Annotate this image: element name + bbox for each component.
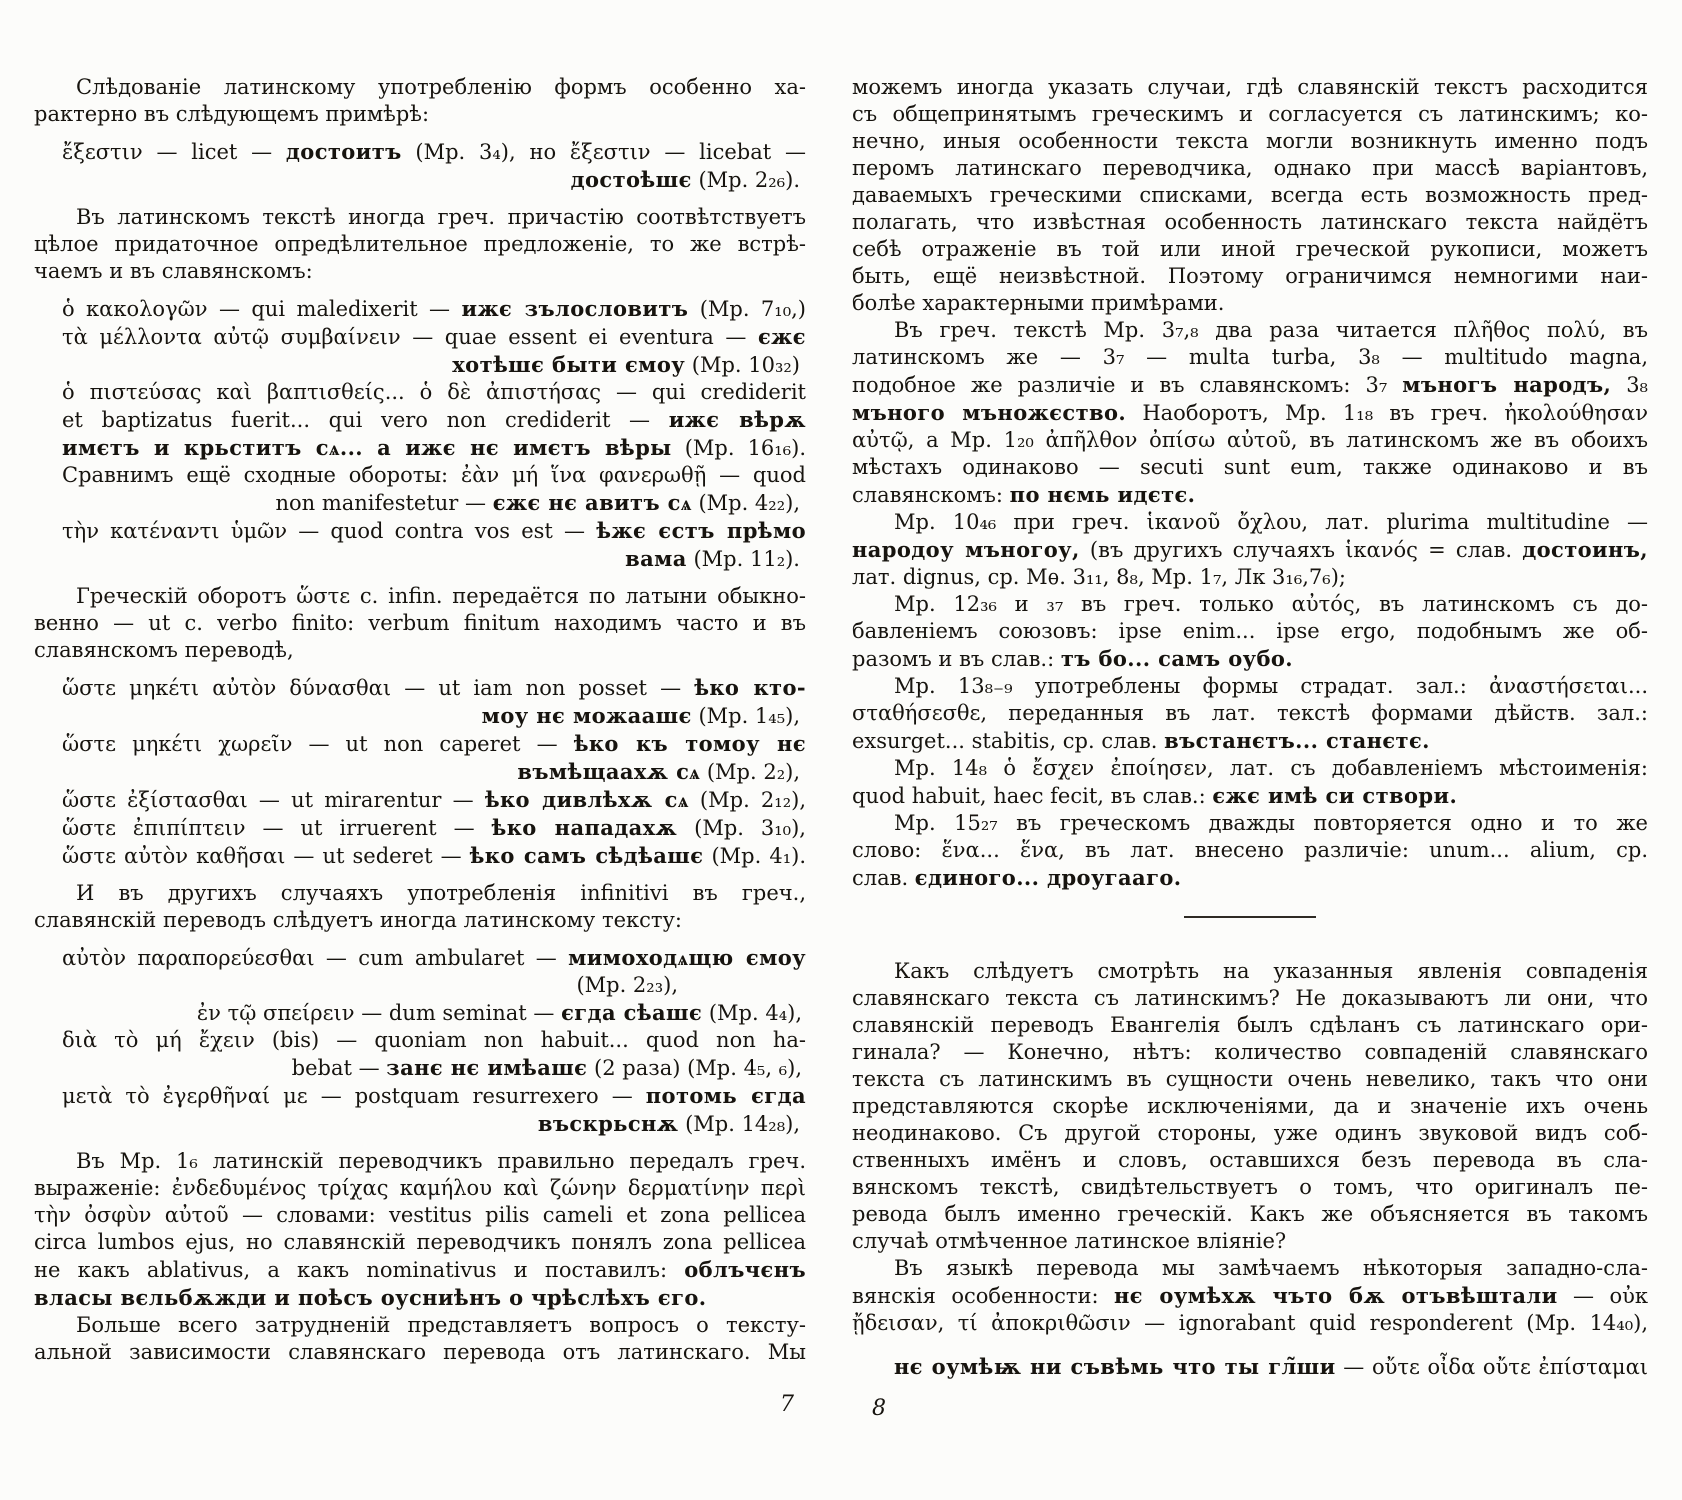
greek-text: ἠκολούθησαν — [1504, 401, 1648, 425]
body-text: (Мр. 4₁). — [703, 844, 807, 868]
body-text: лат. съ добавленіемъ мѣстоименія: — [1213, 756, 1648, 780]
slavonic-text: нє оумѣѭ ни съвѣмь что ты гл̃ши — [894, 1354, 1336, 1379]
body-text: (въ другихъ случаяхъ — [1079, 538, 1346, 562]
body-text: — quod contra vos est — — [287, 519, 597, 543]
text-line — [852, 399, 1648, 427]
body-text: выраженіе: — [34, 1176, 172, 1200]
slavonic-text: ѣко нападахѫ — [491, 815, 678, 840]
body-text: (Мр. 11₂). — [686, 547, 800, 571]
slavonic-text: ижє вѣрѫ — [668, 407, 807, 432]
body-text: bebat — — [291, 1056, 387, 1080]
text-line — [852, 1255, 1648, 1282]
text-line — [852, 958, 1648, 985]
paragraph — [34, 74, 806, 128]
body-text: себѣ отраженіе въ той или иной греческой рукописи, можетъ — [852, 237, 1648, 261]
text-line — [852, 427, 1648, 454]
text-line — [852, 481, 1648, 509]
slavonic-text: ижє зълословитъ — [461, 296, 689, 321]
text-line — [62, 944, 806, 972]
body-text: Мр. 10₄₆ при греч. — [894, 510, 1147, 534]
slavonic-text: въскрьснѫ — [537, 1111, 679, 1136]
body-text: — ut mirarentur — — [247, 788, 485, 812]
body-text: (Мр. 16₁₆). — [671, 436, 807, 460]
greek-text: μετὰ τὸ ἐγερθῆναί με — [62, 1084, 308, 1108]
body-text: переданныя въ лат. текстѣ формами дѣйств. зал.: — [987, 701, 1648, 725]
slavonic-text: нє оумѣхѫ чъто бѫ отъвѣштали — [1114, 1283, 1558, 1308]
body-text: — qui maledixerit — — [207, 297, 462, 321]
text-line — [62, 138, 806, 166]
text-line — [852, 1147, 1648, 1174]
body-text: неодинаково. Съ другой стороны, уже одинъ звуковой видъ соб- — [852, 1121, 1648, 1145]
body-text: вянскомъ текстѣ, свидѣтельствуетъ о томъ, что оригиналъ пе- — [852, 1175, 1648, 1199]
body-text: — — [1557, 1284, 1610, 1308]
paragraph — [34, 1148, 806, 1312]
text-line — [62, 1054, 806, 1082]
text-line — [852, 371, 1648, 399]
greek-text: ὁ πιστεύσας καὶ βαπτισθείς... ὁ δὲ ἀπιστήσας — [62, 380, 602, 404]
body-text: — ignorabant quid responderent (Мр. 14₄₀), — [1130, 1311, 1648, 1335]
page-number-right: 8 — [872, 1396, 886, 1421]
paragraph — [852, 74, 1648, 317]
slavonic-text: ѣко дивлѣхѫ сѧ — [484, 787, 689, 812]
text-line — [62, 462, 806, 489]
greek-text: οὔτε οἶδα οὔτε ἐπίσταμαι — [1371, 1355, 1648, 1379]
body-text: гинала? — Конечно, нѣтъ: количество совпаденій славянскаго — [852, 1040, 1648, 1064]
text-line — [852, 564, 1648, 591]
paragraph — [34, 1312, 806, 1366]
body-text: (Мр. 2₂), — [700, 760, 800, 784]
body-text: въ латинскомъ съ до- — [1361, 592, 1648, 616]
greek-text: ἐν τῷ σπείρειν — [196, 1001, 355, 1025]
body-text: Въ греч. текстѣ Мр. 3₇,₈ два раза читается — [894, 318, 1454, 342]
body-text: non manifestetur — — [275, 491, 493, 515]
body-text: Мр. 12₃₆ и ₃₇ въ греч. только — [894, 592, 1292, 616]
greek-text: ἱκανοῦ ὄχλου, — [1146, 510, 1309, 534]
body-text: (Мр. 3₁₀), — [677, 816, 806, 840]
greek-text: πλῆθος πολύ, — [1453, 318, 1607, 342]
slavonic-text: достоитъ — [285, 139, 402, 164]
slavonic-text: вама — [625, 546, 687, 571]
text-line — [34, 258, 806, 285]
body-text: латинскомъ же — 3₇ — multa turba, 3₈ — multitudo magna, — [852, 345, 1648, 369]
greek-text: σταθήσεσθε, — [852, 701, 988, 725]
text-line — [852, 209, 1648, 236]
text-line — [62, 295, 806, 323]
greek-text: ἐνδεδυμένος τρίχας καμήλου καὶ ζώνην δερματίνην περὶ — [171, 1176, 806, 1200]
body-text: — словами: vestitus pilis cameli et zona pellicea — [228, 1203, 806, 1227]
body-text: Мр. 15₂₇ въ греческомъ дважды повторяется одно и то же — [894, 811, 1648, 835]
greek-text: ὥστε ἐξίστασθαι — [62, 788, 248, 812]
greek-text: ὥστε μηκέτι αὐτὸν δύνασθαι — [62, 676, 392, 700]
greek-text: αὐτὸν παραπορεύεσθαι — [62, 946, 315, 970]
greek-text: ὥστε μηκέτι χωρεῖν — [62, 732, 293, 756]
text-line — [852, 454, 1648, 481]
body-text: подобное же различіе и въ славянскомъ: 3₇ — [852, 373, 1403, 397]
divider-rule — [1184, 916, 1316, 918]
example-block — [34, 138, 806, 194]
text-line — [852, 985, 1648, 1012]
slavonic-text: моу нє можаашє — [481, 703, 692, 728]
greek-text: ὥστε — [296, 584, 351, 608]
slavonic-text: тъ бо... самъ оубо. — [1060, 646, 1293, 671]
body-text: (Мр. 14₂₈), — [678, 1112, 800, 1136]
text-line — [852, 509, 1648, 536]
text-line — [852, 864, 1648, 892]
text-line — [852, 101, 1648, 128]
body-text: бавленіемъ союзовъ: ipse enim... ipse ergo, подобнымъ же об- — [852, 619, 1648, 643]
slavonic-text: ѣко къ томоу нє — [573, 731, 807, 756]
text-line — [34, 204, 806, 231]
slavonic-text: имєтъ и крьститъ сѧ... а ижє нє имєтъ вѣры — [62, 435, 672, 460]
body-text: съ общепринятымъ греческимъ и согласуется съ латинскимъ; ко- — [852, 102, 1648, 126]
text-line — [62, 489, 806, 517]
text-line — [852, 1228, 1648, 1255]
body-text: въ — [1606, 318, 1648, 342]
body-text: лат. dignus, ср. Мѳ. 3₁₁, 8₈, Мр. 1₇, Лк 3₁₆,7₆); — [852, 565, 1346, 589]
body-text: полагать, что извѣстная особенность латинскаго текста найдётъ — [852, 210, 1648, 234]
body-text: 3₈ — [1611, 373, 1648, 397]
body-text: — dum seminat — — [354, 1001, 562, 1025]
text-line — [852, 128, 1648, 155]
body-text: — licet — — [142, 140, 286, 164]
slavonic-text: єгда сѣашє — [561, 1000, 703, 1025]
text-line — [852, 290, 1648, 317]
paragraph — [852, 509, 1648, 591]
text-line — [34, 1284, 806, 1312]
body-text: чаемъ и въ славянскомъ: — [34, 259, 313, 283]
slavonic-text: достоѣшє — [570, 167, 692, 192]
greek-text: ἔξεστιν — [62, 140, 143, 164]
body-text: славянскій переводъ слѣдуетъ иногда латинскому тексту: — [34, 908, 682, 932]
text-line — [852, 810, 1648, 837]
text-line — [34, 1312, 806, 1339]
body-text: Въ латинскомъ текстѣ иногда греч. причастію соотвѣтствуетъ — [76, 205, 806, 229]
slavonic-text: народоу мъногоу, — [852, 537, 1080, 562]
text-line — [62, 786, 806, 814]
text-line — [62, 999, 806, 1027]
greek-text: τὰ μέλλοντα αὐτῷ συμβαίνειν — [62, 325, 401, 349]
text-line — [852, 1066, 1648, 1093]
greek-text: τὴν κατέναντι ὑμῶν — [62, 519, 288, 543]
text-line — [34, 231, 806, 258]
body-text: (2 раза) (Мр. 4₅, ₆), — [587, 1056, 802, 1080]
body-text: (Мр. 4₄), — [702, 1001, 802, 1025]
paragraph — [852, 1255, 1648, 1337]
body-text: — ut sederet — — [285, 844, 470, 868]
body-text: (bis) — quoniam non habuit... quod non ha- — [254, 1028, 806, 1052]
text-line — [852, 317, 1648, 344]
text-line — [852, 344, 1648, 371]
text-line — [852, 727, 1648, 755]
text-line — [852, 182, 1648, 209]
text-line — [62, 351, 806, 379]
body-text: (Мр. 3₄), но — [401, 140, 570, 164]
greek-text: ἔξεστιν — [569, 140, 651, 164]
body-text: — postquam resurrexero — — [307, 1084, 646, 1108]
body-text: а Мр. 1₂₀ — [914, 428, 1046, 452]
text-line — [852, 74, 1648, 101]
paragraph — [852, 958, 1648, 1255]
body-text: венно — ut c. verbo finito: verbum finitum находимъ часто и въ — [34, 611, 806, 635]
example-block — [34, 295, 806, 573]
greek-text: τὴν ὀσφὺν αὐτοῦ — [34, 1203, 229, 1227]
text-line — [852, 1093, 1648, 1120]
text-line — [62, 730, 806, 758]
body-text: (Мр. 2₁₂), — [688, 788, 806, 812]
text-line — [62, 702, 806, 730]
text-line — [852, 618, 1648, 645]
body-text: — quod — [706, 463, 806, 487]
paragraph — [852, 317, 1648, 509]
text-line — [34, 74, 806, 101]
body-text: случаѣ отмѣченное латинское вліяніе? — [852, 1229, 1287, 1253]
greek-text: ἀναστήσεται... — [1489, 674, 1648, 698]
paragraph — [852, 1353, 1648, 1381]
body-text: — licebat — — [650, 140, 806, 164]
slavonic-text: достоинъ, — [1522, 537, 1649, 562]
text-line — [852, 1120, 1648, 1147]
body-text: слав. — [852, 866, 915, 890]
body-text: перомъ латинскаго переводчика, однако при массѣ варіантовъ, — [852, 156, 1648, 180]
body-text: рактерно въ слѣдующемъ примѣрѣ: — [34, 102, 430, 126]
paragraph — [852, 755, 1648, 810]
slavonic-text: єжє нє авитъ сѧ — [492, 490, 692, 515]
body-text: ственныхъ имёнъ и словъ, оставшихся безъ перевода въ сла- — [852, 1148, 1648, 1172]
slavonic-text: мъногъ народъ, — [1402, 372, 1612, 397]
text-line — [62, 434, 806, 462]
slavonic-text: по нємь идєтє. — [1009, 482, 1196, 507]
slavonic-text: єдиного... дроугааго. — [914, 865, 1182, 890]
paragraph — [34, 880, 806, 934]
text-line — [852, 1282, 1648, 1310]
body-text: И въ другихъ случаяхъ употребленія infinitivi въ греч., — [76, 881, 806, 905]
body-text: представляются скорѣе исключеніями, да и значеніе ихъ очень — [852, 1094, 1648, 1118]
body-text: Греческій оборотъ — [76, 584, 297, 608]
body-text: славянскаго текста съ латинскимъ? Не доказываютъ ли они, что — [852, 986, 1648, 1010]
greek-text: ὥστε αὐτὸν καθῆσαι — [62, 844, 286, 868]
text-line — [62, 674, 806, 702]
body-text: Наоборотъ, Мр. 1₁₈ въ греч. — [1126, 401, 1505, 425]
example-block — [34, 944, 806, 1138]
body-text: — ut non caperet — — [292, 732, 574, 756]
body-text: славянскомъ: — [852, 483, 1010, 507]
slavonic-text: мъного мъножєство. — [852, 400, 1127, 425]
text-line — [852, 591, 1648, 618]
slavonic-text: власы вєльбѫжди и поѣсъ оусниѣнъ о чрѣслѣхъ єго. — [34, 1285, 707, 1310]
slavonic-text: хотѣшє быти ємоу — [452, 352, 686, 377]
text-line — [34, 907, 806, 934]
slavonic-text: ѣко самъ сѣдѣашє — [469, 843, 704, 868]
text-line — [34, 1339, 806, 1366]
body-text: (Мр. 2₂₆). — [691, 168, 800, 192]
text-line — [852, 1039, 1648, 1066]
text-line — [852, 1012, 1648, 1039]
greek-text: αὐτῷ, — [852, 428, 915, 452]
text-line — [62, 517, 806, 545]
greek-text: ἀπῆλθον ὀπίσω αὐτοῦ, — [1045, 428, 1298, 452]
body-text: цѣлое придаточное опредѣлительное предложеніе, то же встрѣ- — [34, 232, 806, 256]
body-text: = слав. — [1417, 538, 1523, 562]
text-line — [852, 645, 1648, 673]
greek-text: ᾔδεισαν, τί ἀποκριθῶσιν — [852, 1311, 1131, 1335]
text-line — [852, 263, 1648, 290]
body-text: circa lumbos ejus, но славянскій переводчикъ понялъ zona pellicea — [34, 1230, 806, 1254]
body-text: — cum ambularet — — [314, 946, 569, 970]
body-text: (Мр. 4₂₂), — [691, 491, 800, 515]
body-text: Какъ слѣдуетъ смотрѣть на указанныя явленія совпаденія — [894, 959, 1648, 983]
body-text: болѣе характерными примѣрами. — [852, 291, 1225, 315]
text-line — [852, 536, 1648, 564]
paragraph — [852, 810, 1648, 892]
body-text: — — [1335, 1355, 1372, 1379]
text-line — [34, 1175, 806, 1202]
slavonic-text: ѣжє єстъ прѣмо — [596, 518, 806, 543]
text-line — [852, 700, 1648, 727]
text-line — [852, 1353, 1648, 1381]
text-line — [62, 1027, 806, 1054]
body-text: славянскомъ переводѣ, — [34, 638, 294, 662]
text-line — [34, 610, 806, 637]
slavonic-text: мимоходѧщю ємоу — [568, 945, 806, 970]
page-left — [34, 74, 806, 1366]
body-text: ревода былъ именно греческій. Какъ же объясняется въ такомъ — [852, 1202, 1648, 1226]
body-text: Мр. 14₈ — [894, 756, 1004, 780]
text-line — [852, 236, 1648, 263]
text-line — [34, 101, 806, 128]
text-line — [34, 1256, 806, 1284]
greek-text: διὰ τὸ μή ἔχειν — [62, 1028, 255, 1052]
text-line — [34, 880, 806, 907]
text-line — [852, 837, 1648, 864]
page-number-left: 7 — [780, 1392, 794, 1417]
example-block — [34, 674, 806, 870]
text-line — [852, 155, 1648, 182]
body-text: альной зависимости славянскаго перевода отъ латинскаго. Мы — [34, 1340, 806, 1364]
body-text: разомъ и въ слав.: — [852, 647, 1061, 671]
body-text: — ut iam non posset — — [391, 676, 695, 700]
body-text: не какъ ablativus, а какъ nominativus и поставилъ: — [34, 1258, 685, 1282]
text-line — [852, 673, 1648, 700]
paragraph — [34, 204, 806, 285]
body-text: даваемыхъ греческими списками, всегда есть возможность пред- — [852, 183, 1648, 207]
text-line — [62, 758, 806, 786]
body-text: въ латинскомъ же въ обоихъ — [1297, 428, 1648, 452]
body-text: Въ Мр. 1₆ латинскій переводчикъ правильно передалъ греч. — [76, 1149, 806, 1173]
body-text: et baptizatus fuerit... qui vero non crediderit — — [62, 408, 669, 432]
body-text: exsurget... stabitis, ср. слав. — [852, 729, 1165, 753]
greek-text: ὁ κακολογῶν — [62, 297, 208, 321]
text-line — [62, 1110, 806, 1138]
body-text: Мр. 13₈₋₉ употреблены формы страдат. зал.: — [894, 674, 1490, 698]
text-line — [62, 1082, 806, 1110]
slavonic-text: въстанєтъ... станєтє. — [1164, 728, 1430, 753]
body-text: (Мр. 1₄₅), — [691, 704, 800, 728]
greek-text: ὥστε ἐπιπίπτειν — [62, 816, 246, 840]
body-text: — ut irruerent — — [245, 816, 492, 840]
text-line — [62, 406, 806, 434]
slavonic-text: въмѣщаахѫ сѧ — [517, 759, 701, 784]
text-line — [852, 755, 1648, 782]
body-text: (Мр. 7₁₀,) — [688, 297, 806, 321]
text-line — [62, 323, 806, 351]
body-text: quod habuit, haec fecit, въ слав.: — [852, 784, 1213, 808]
text-line — [62, 842, 806, 870]
greek-text: αὐτός, — [1291, 592, 1362, 616]
body-text: вянскія особенности: — [852, 1284, 1114, 1308]
slavonic-text: ѣко кто- — [694, 675, 806, 700]
body-text: (Мр. 10₃₂) — [685, 353, 800, 377]
body-text: мѣстахъ одинаково — secuti sunt eum, также одинаково и въ — [852, 455, 1648, 479]
body-text: славянскій переводъ Евангелія былъ сдѣланъ съ латинскаго ори- — [852, 1013, 1648, 1037]
paragraph — [852, 591, 1648, 673]
text-line — [34, 1202, 806, 1229]
body-text: — quae essent ei eventura — — [400, 325, 758, 349]
body-text: слово: — [852, 838, 942, 862]
text-line — [62, 166, 806, 194]
page-right — [852, 74, 1648, 1381]
body-text: Слѣдованіе латинскому употребленію формъ особенно ха- — [76, 75, 806, 99]
text-line — [62, 972, 806, 999]
body-text: Больше всего затрудненій представляетъ вопросъ о тексту- — [76, 1313, 806, 1337]
text-line — [62, 545, 806, 573]
text-line — [34, 583, 806, 610]
text-line — [62, 814, 806, 842]
body-text: лат. plurima multitudine — — [1308, 510, 1649, 534]
body-text: c. infin. передаётся по латыни обыкно- — [350, 584, 807, 608]
paragraph — [34, 583, 806, 664]
slavonic-text: потомь єгда — [645, 1083, 806, 1108]
text-line — [852, 1310, 1648, 1337]
slavonic-text: єжє — [758, 324, 806, 349]
section-divider — [852, 916, 1648, 918]
slavonic-text: єжє имѣ си створи. — [1212, 783, 1458, 808]
greek-text: ἕνα... ἕνα, — [941, 838, 1065, 862]
text-line — [62, 379, 806, 406]
body-text: (Мр. 2₂₃), — [576, 973, 678, 997]
body-text: быть, ещё неизвѣстной. Поэтому ограничимся немногими наи- — [852, 264, 1648, 288]
greek-text: ὁ ἔσχεν ἐποίησεν, — [1003, 756, 1214, 780]
body-text: Въ языкѣ перевода мы замѣчаемъ нѣкоторыя западно-сла- — [894, 1256, 1648, 1280]
body-text: въ лат. внесено различіе: unum... alium, ср. — [1064, 838, 1648, 862]
greek-text: ἱκανός — [1345, 538, 1418, 562]
greek-text: οὐκ — [1609, 1284, 1648, 1308]
text-line — [852, 782, 1648, 810]
text-line — [852, 1201, 1648, 1228]
text-line — [34, 1148, 806, 1175]
paragraph — [852, 673, 1648, 755]
text-line — [34, 1229, 806, 1256]
body-text: текста съ латинскимъ въ сущности очень невелико, такъ что они — [852, 1067, 1648, 1091]
greek-text: ἐὰν μή ἵνα φανερωθῇ — [460, 463, 707, 487]
body-text: — qui crediderit — [601, 380, 806, 404]
body-text: нечно, иныя особенности текста могли возникнуть именно подъ — [852, 129, 1648, 153]
slavonic-text: занє нє имѣашє — [386, 1055, 588, 1080]
text-line — [34, 637, 806, 664]
slavonic-text: облъчєнъ — [684, 1257, 806, 1282]
body-text: можемъ иногда указать случаи, гдѣ славянскій текстъ расходится — [852, 75, 1648, 99]
text-line — [852, 1174, 1648, 1201]
body-text: Сравнимъ ещё сходные обороты: — [62, 463, 461, 487]
